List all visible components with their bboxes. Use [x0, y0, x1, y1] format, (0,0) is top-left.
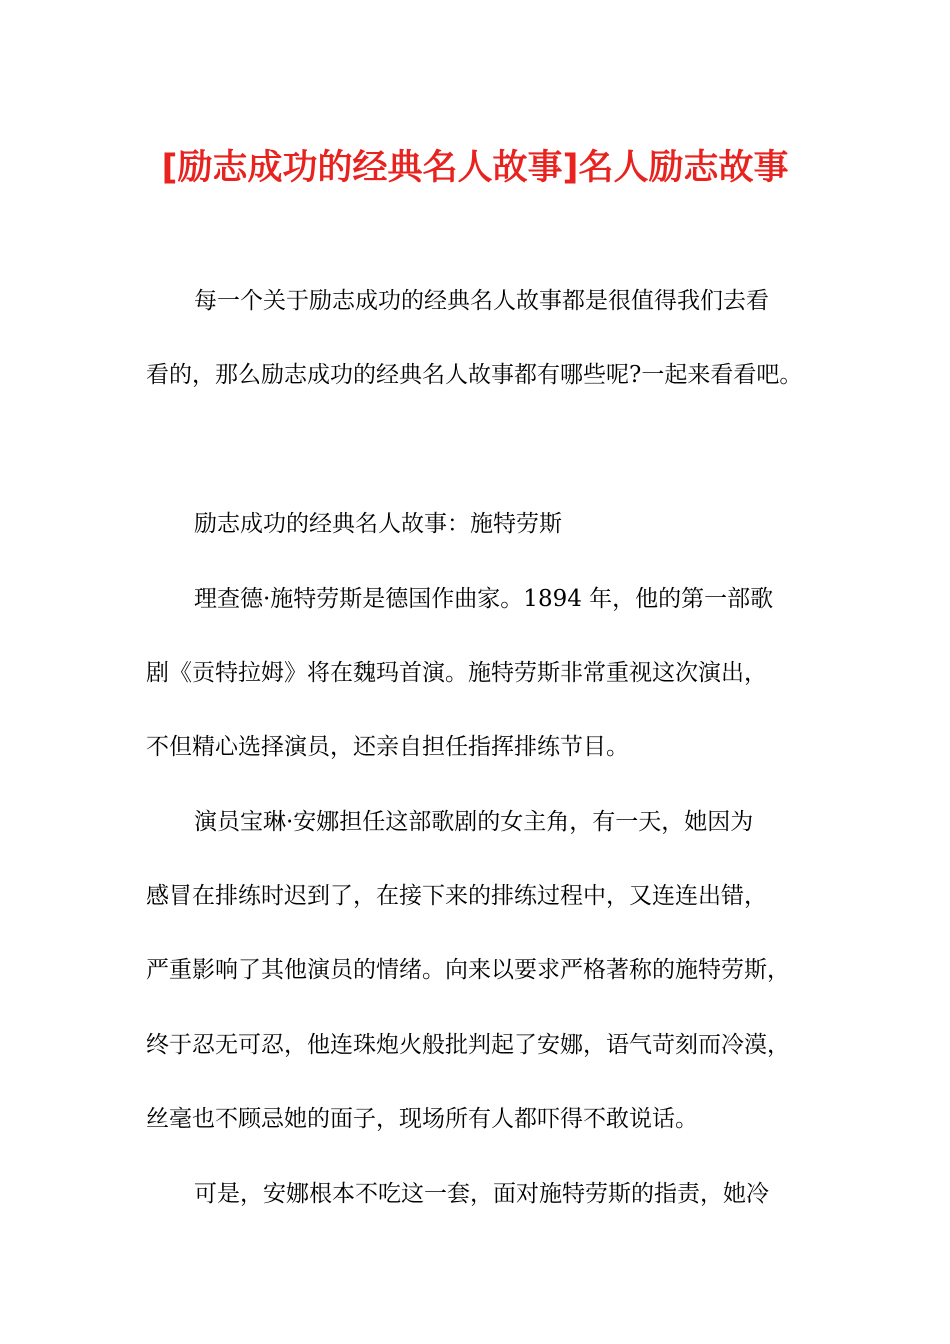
- paragraph-line: 理查德·施特劳斯是德国作曲家。1894 年，他的第一部歌: [194, 586, 774, 612]
- page-title: [励志成功的经典名人故事]名人励志故事: [161, 148, 789, 188]
- paragraph-line: 可是，安娜根本不吃这一套，面对施特劳斯的指责，她冷: [194, 1181, 769, 1207]
- paragraph-line: 感冒在排练时迟到了，在接下来的排练过程中，又连连出错，: [146, 883, 767, 909]
- paragraph-line: 严重影响了其他演员的情绪。向来以要求严格著称的施特劳斯，: [146, 957, 790, 983]
- paragraph-line: 看的，那么励志成功的经典名人故事都有哪些呢?一起来看看吧。: [146, 362, 803, 388]
- section-heading: 励志成功的经典名人故事：施特劳斯: [194, 511, 562, 537]
- paragraph-line: 不但精心选择演员，还亲自担任指挥排练节目。: [146, 734, 629, 760]
- paragraph-line: 每一个关于励志成功的经典名人故事都是很值得我们去看: [194, 288, 769, 314]
- paragraph-line: 演员宝琳·安娜担任这部歌剧的女主角，有一天，她因为: [194, 809, 754, 835]
- paragraph-line: 剧《贡特拉姆》将在魏玛首演。施特劳斯非常重视这次演出，: [146, 660, 767, 686]
- paragraph-line: 丝毫也不顾忌她的面子，现场所有人都吓得不敢说话。: [146, 1106, 698, 1132]
- paragraph-line: 终于忍无可忍，他连珠炮火般批判起了安娜，语气苛刻而冷漠，: [146, 1032, 790, 1058]
